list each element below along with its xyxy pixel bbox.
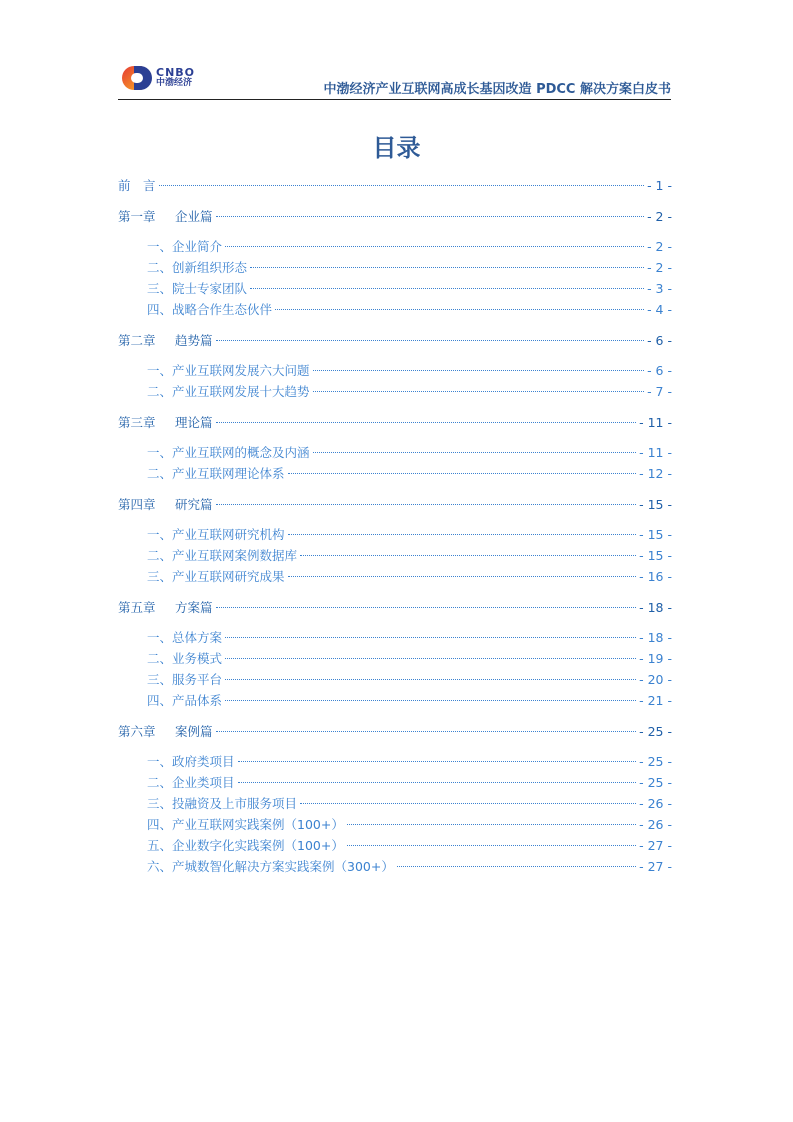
toc-entry-label: 方案篇 (175, 600, 213, 615)
toc-entry-label: 企业数字化实践案例（100+） (172, 838, 344, 853)
toc-entry[interactable] (118, 360, 672, 381)
toc-entry[interactable] (118, 627, 672, 648)
toc-entry-page: - 6 - (647, 363, 672, 378)
toc-entry-label: 企业简介 (172, 239, 223, 254)
toc-entry[interactable] (118, 566, 672, 587)
toc-entry-page: - 21 - (639, 693, 672, 708)
toc-entry-number: 四、 (147, 302, 173, 317)
toc-entry[interactable] (118, 721, 672, 742)
toc-entry-page: - 11 - (639, 445, 672, 460)
dot-leader (397, 866, 636, 867)
dot-leader (225, 246, 644, 247)
toc-entry-number: 二、 (147, 651, 173, 666)
toc-entry-page: - 15 - (639, 497, 672, 512)
toc-entry-label: 产业互联网案例数据库 (172, 548, 298, 563)
toc-entry-number: 二、 (147, 384, 173, 399)
cnbo-logo (122, 66, 195, 90)
toc-entry-number: 一、 (147, 527, 173, 542)
toc-entry-page: - 15 - (639, 548, 672, 563)
dot-leader (288, 576, 637, 577)
dot-leader (347, 845, 636, 846)
toc-entry[interactable] (118, 330, 672, 351)
toc-entry-number: 二、 (147, 548, 173, 563)
toc-entry-number: 二、 (147, 775, 173, 790)
toc-entry-number: 一、 (147, 630, 173, 645)
dot-leader (216, 422, 637, 423)
toc-entry-page: - 20 - (639, 672, 672, 687)
toc-entry[interactable] (118, 793, 672, 814)
dot-leader (300, 555, 636, 556)
toc-entry-label: 总体方案 (172, 630, 223, 645)
toc-entry[interactable] (118, 751, 672, 772)
toc-entry[interactable] (118, 524, 672, 545)
toc-entry-label: 企业类项目 (172, 775, 235, 790)
toc-entry-number: 三、 (147, 796, 173, 811)
toc-entry-page: - 2 - (647, 260, 672, 275)
toc-entry-label: 产业互联网理论体系 (172, 466, 285, 481)
toc-entry-label: 产业互联网的概念及内涵 (172, 445, 310, 460)
toc-entry[interactable] (118, 835, 672, 856)
dot-leader (216, 340, 645, 341)
toc-entry-page: - 1 - (647, 178, 672, 193)
toc-entry-number: 第六章 (118, 724, 156, 739)
toc-entry-label: 政府类项目 (172, 754, 235, 769)
toc-entry[interactable] (118, 494, 672, 515)
dot-leader (225, 658, 636, 659)
dot-leader (250, 267, 644, 268)
toc-entry-label: 产业互联网发展十大趋势 (172, 384, 310, 399)
dot-leader (300, 803, 636, 804)
toc-entry-number: 五、 (147, 838, 173, 853)
toc-entry-number: 一、 (147, 363, 173, 378)
toc-entry-number: 四、 (147, 693, 173, 708)
dot-leader (216, 731, 637, 732)
toc-entry-page: - 11 - (639, 415, 672, 430)
dot-leader (313, 391, 645, 392)
toc-entry-page: - 27 - (639, 838, 672, 853)
toc-entry[interactable] (118, 206, 672, 227)
toc-entry[interactable] (118, 648, 672, 669)
toc-entry[interactable] (118, 257, 672, 278)
dot-leader (275, 309, 644, 310)
toc-entry[interactable] (118, 545, 672, 566)
toc-entry-page: - 18 - (639, 630, 672, 645)
toc-entry-page: - 25 - (639, 724, 672, 739)
dot-leader (216, 216, 645, 217)
logo-mark-icon (122, 66, 152, 90)
toc-entry-page: - 16 - (639, 569, 672, 584)
dot-leader (288, 534, 637, 535)
toc-entry-label: 趋势篇 (175, 333, 213, 348)
toc-entry-number: 第五章 (118, 600, 156, 615)
toc-entry-label: 案例篇 (175, 724, 213, 739)
toc-entry-number: 第三章 (118, 415, 156, 430)
dot-leader (216, 607, 637, 608)
toc-entry[interactable] (118, 442, 672, 463)
dot-leader (313, 452, 637, 453)
toc-entry-label: 产业互联网发展六大问题 (172, 363, 310, 378)
dot-leader (250, 288, 644, 289)
dot-leader (225, 700, 636, 701)
dot-leader (238, 782, 637, 783)
toc-entry-number: 四、 (147, 817, 173, 832)
toc-entry-page: - 2 - (647, 209, 672, 224)
toc-entry[interactable] (118, 597, 672, 618)
toc-entry-number: 三、 (147, 672, 173, 687)
toc-entry-number: 一、 (147, 445, 173, 460)
dot-leader (288, 473, 637, 474)
toc-entry[interactable] (118, 299, 672, 320)
toc-entry-page: - 18 - (639, 600, 672, 615)
toc-entry-label: 创新组织形态 (172, 260, 248, 275)
toc-entry-label: 前 言 (118, 178, 156, 193)
toc-entry-page: - 3 - (647, 281, 672, 296)
logo-cn: 中渤经济 (156, 78, 193, 88)
toc-title: 目录 (372, 134, 421, 162)
toc-entry-label: 产业互联网研究成果 (172, 569, 285, 584)
toc-entry-number: 第一章 (118, 209, 156, 224)
toc-entry[interactable] (118, 381, 672, 402)
toc-entry[interactable] (118, 175, 672, 196)
toc-entry-page: - 25 - (639, 775, 672, 790)
toc-entry-number: 二、 (147, 260, 173, 275)
toc-entry-number: 二、 (147, 466, 173, 481)
header-divider (118, 99, 671, 100)
toc-entry-number: 一、 (147, 754, 173, 769)
toc-entry-page: - 15 - (639, 527, 672, 542)
toc-entry[interactable] (118, 772, 672, 793)
toc-entry-label: 业务模式 (172, 651, 223, 666)
toc-entry-page: - 12 - (639, 466, 672, 481)
toc-entry-number: 第二章 (118, 333, 156, 348)
dot-leader (159, 185, 645, 186)
toc-entry-number: 三、 (147, 281, 173, 296)
toc-entry-page: - 19 - (639, 651, 672, 666)
dot-leader (347, 824, 636, 825)
toc-entry-label: 理论篇 (175, 415, 213, 430)
toc-entry-label: 战略合作生态伙伴 (172, 302, 273, 317)
toc-entry[interactable] (118, 463, 672, 484)
toc-entry[interactable] (118, 412, 672, 433)
toc-entry[interactable] (118, 236, 672, 257)
toc-entry-label: 研究篇 (175, 497, 213, 512)
toc-entry-page: - 26 - (639, 796, 672, 811)
toc-entry-label: 院士专家团队 (172, 281, 248, 296)
toc-entry[interactable] (118, 856, 672, 877)
toc-entry-page: - 2 - (647, 239, 672, 254)
toc-entry-label: 企业篇 (175, 209, 213, 224)
toc-entry-label: 产业互联网研究机构 (172, 527, 285, 542)
toc-entry-number: 一、 (147, 239, 173, 254)
toc-entry-page: - 26 - (639, 817, 672, 832)
toc-entry-label: 产业互联网实践案例（100+） (172, 817, 344, 832)
table-of-contents (118, 175, 672, 877)
toc-entry[interactable] (118, 669, 672, 690)
dot-leader (225, 637, 636, 638)
toc-entry-number: 六、 (147, 859, 173, 874)
toc-entry-label: 产城数智化解决方案实践案例（300+） (172, 859, 394, 874)
toc-entry-page: - 4 - (647, 302, 672, 317)
toc-entry-page: - 25 - (639, 754, 672, 769)
toc-entry-label: 产品体系 (172, 693, 223, 708)
toc-entry-number: 三、 (147, 569, 173, 584)
logo-en: CNBO (156, 66, 196, 79)
toc-entry-page: - 27 - (639, 859, 672, 874)
dot-leader (238, 761, 637, 762)
dot-leader (313, 370, 645, 371)
header-title: 中渤经济产业互联网高成长基因改造 PDCC 解决方案白皮书 (323, 82, 671, 97)
toc-entry-page: - 6 - (647, 333, 672, 348)
toc-entry[interactable] (118, 278, 672, 299)
toc-entry-label: 服务平台 (172, 672, 223, 687)
toc-entry-label: 投融资及上市服务项目 (172, 796, 298, 811)
toc-entry-page: - 7 - (647, 384, 672, 399)
dot-leader (216, 504, 637, 505)
toc-entry-number: 第四章 (118, 497, 156, 512)
toc-entry[interactable] (118, 814, 672, 835)
dot-leader (225, 679, 636, 680)
toc-entry[interactable] (118, 690, 672, 711)
